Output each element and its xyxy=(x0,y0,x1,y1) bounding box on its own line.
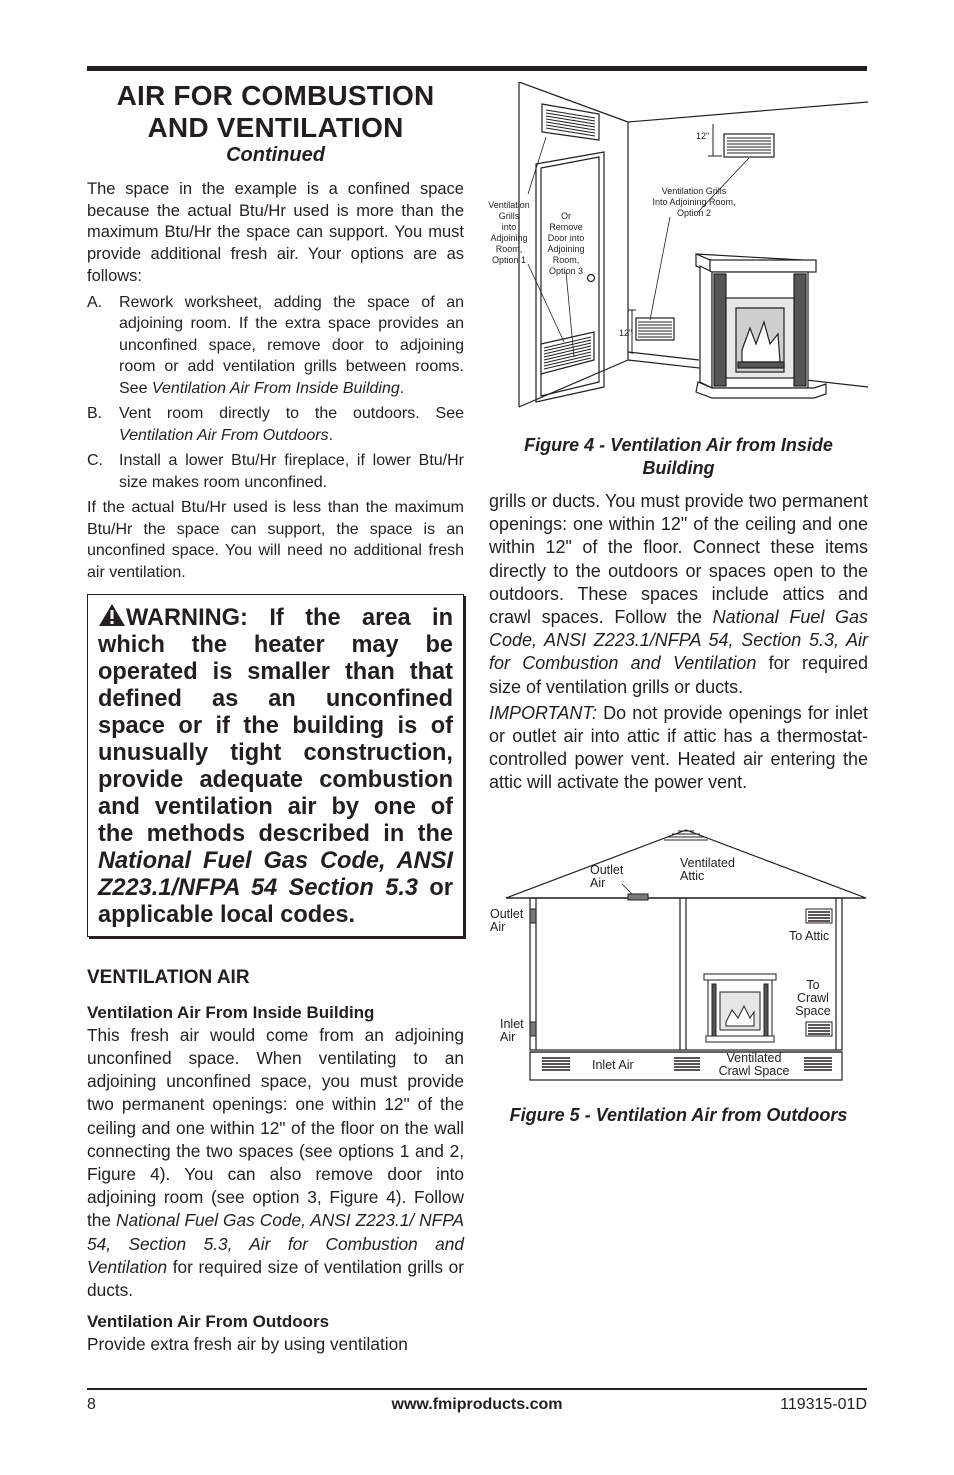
fig5-crawl-vent-left xyxy=(542,1058,570,1070)
inside-text-1: This fresh air would come from an adjoining unconfined space. When ventilating to an adjoining unconfined space, you must provide two permanent openings: one within 12" of the ceiling and one within 12" of the floor on the wall connecting the two spaces (see options 1 and 2, Figure 4). You can also remove door into adjoining room (see option 3, Figure 4). Follow the xyxy=(87,1024,464,1231)
fig4-label-option-2 xyxy=(640,186,748,219)
fig5-attic-outlet-vent xyxy=(628,894,648,900)
fig5-crawl-vent-right xyxy=(804,1058,832,1070)
inside-building-paragraph xyxy=(87,1024,464,1302)
fig5-to-attic-vent xyxy=(806,909,832,923)
option-a-ref: Ventilation Air From Inside Building xyxy=(151,379,400,397)
option-b-label: B. xyxy=(87,405,103,423)
outdoors-continued-paragraph xyxy=(489,490,868,699)
fig4-grill-top-left xyxy=(542,104,599,140)
inlet-wall-line-2: Air xyxy=(500,1030,516,1044)
fig4-grill-top-right xyxy=(724,134,774,157)
fig4-ceiling-right xyxy=(628,102,868,122)
opt3-line-4: Adjoining xyxy=(547,244,585,254)
warning-body: If the area in which the heater may be operated is smaller than that defined as an unconfined space or if the building is of unusually tight construction, provide adequate combustion and ventilation air by one of the methods described in the xyxy=(98,604,453,847)
inside-text-2: for required size of ventilation grills or ducts. xyxy=(87,1256,464,1301)
fig5-label-inlet-air: Inlet Air xyxy=(592,1058,634,1072)
option-a-text xyxy=(119,292,464,400)
option-b-body: Vent room directly to the outdoors. See xyxy=(119,405,464,423)
inlet-wall-line-1: Inlet xyxy=(500,1017,524,1031)
fig4-dim-top-label: 12" xyxy=(696,131,710,141)
to-crawl-line-2: Crawl xyxy=(797,991,829,1005)
para1-text-b: for required size of ventilation grills or ducts. xyxy=(489,653,868,697)
fig5-fireplace xyxy=(704,974,776,1042)
inside-building-heading: Ventilation Air From Inside Building xyxy=(87,1002,375,1022)
fig5-label-outlet-wall xyxy=(490,908,523,934)
ventilated-crawl-line-2: Crawl Space xyxy=(718,1064,790,1078)
outdoors-heading: Ventilation Air From Outdoors xyxy=(87,1312,330,1332)
opt3-line-5: Room, xyxy=(552,255,580,265)
warning-box xyxy=(87,594,464,937)
fig5-label-ventilated-attic xyxy=(680,857,735,883)
title-line-2: AND VENTILATION xyxy=(147,112,404,143)
ventilated-crawl-line-1: Ventilated xyxy=(726,1051,782,1065)
important-lead: IMPORTANT: xyxy=(489,702,597,723)
opt1-line-3: into xyxy=(501,222,517,232)
option-b-text xyxy=(119,403,464,446)
footer-rule xyxy=(87,1388,867,1390)
option-c-text: Install a lower Btu/Hr fireplace, if lower Btu/Hr size makes room unconfined. xyxy=(119,452,464,491)
opt1-line-2: Grills xyxy=(498,211,520,221)
to-crawl-line-3: Space xyxy=(795,1004,831,1018)
option-a xyxy=(87,292,464,400)
fig4-grill-bottom-right xyxy=(636,318,674,340)
left-column xyxy=(87,80,464,1359)
section-heading: VENTILATION AIR xyxy=(87,966,250,988)
para1-ref: National Fuel Gas Code, ANSI Z223.1/NFPA 54, Section 5.3, Air for Combustion and Ventilation xyxy=(489,607,868,674)
inside-ref: National Fuel Gas Code, ANSI Z223.1/ NFPA 54, Section 5.3, Air for Combustion and Ventilation xyxy=(87,1210,464,1277)
fig5-crawl-space xyxy=(530,1052,842,1080)
opt2-line-2: Into Adjoining Room, xyxy=(652,197,736,207)
page-title xyxy=(87,80,464,144)
fig4-floor-left xyxy=(519,360,628,407)
warning-text xyxy=(98,603,453,929)
warning-end: or applicable local codes. xyxy=(98,874,453,928)
option-b xyxy=(87,403,464,446)
fig5-crawl-vent-mid xyxy=(674,1058,700,1070)
opt3-line-6: Option 3 xyxy=(548,266,584,276)
opt3-line-2: Remove xyxy=(549,222,583,232)
fig4-fireplace xyxy=(696,254,826,398)
outlet-wall-line-1: Outlet xyxy=(490,907,524,921)
fig5-wall-inlet xyxy=(530,1022,536,1036)
ventilated-attic-line-2: Attic xyxy=(680,869,705,883)
para1-text-a: grills or ducts. You must provide two permanent openings: one within 12" of the ceiling and one within 12" of the floor. Connect these items directly to the outdoors or spaces open to the outdoors. These spaces include attics and crawl spaces. Follow the xyxy=(489,491,868,628)
fig5-to-crawl-vent xyxy=(806,1022,832,1036)
option-c xyxy=(87,450,464,493)
fig5-label-outlet-attic xyxy=(590,864,623,890)
intro-paragraph: The space in the example is a confined space because the actual Btu/Hr used is more than the maximum Btu/Hr the space can support. You must provide additional fresh air. Your options are as follows: xyxy=(87,180,464,285)
opt3-line-1: Or xyxy=(561,211,571,221)
fig4-baseboard xyxy=(628,352,699,360)
fig4-dim-top xyxy=(708,124,722,156)
opt1-line-4: Adjoining xyxy=(490,233,528,243)
title-line-1: AIR FOR COMBUSTION xyxy=(116,80,435,111)
warning-ref: National Fuel Gas Code, ANSI Z223.1/NFPA 54 Section 5.3 xyxy=(98,847,453,901)
outlet-attic-line-1: Outlet xyxy=(590,863,624,877)
option-a-end: . xyxy=(399,379,405,397)
important-paragraph xyxy=(489,702,868,795)
option-c-label: C. xyxy=(87,452,103,470)
right-column xyxy=(489,434,868,798)
unconfined-paragraph: If the actual Btu/Hr used is less than the maximum Btu/Hr the space can support, the space is an unconfined space. You will need no additional fresh air ventilation. xyxy=(87,499,464,582)
fig5-label-ventilated-crawl xyxy=(714,1052,794,1078)
ventilated-attic-line-1: Ventilated xyxy=(680,856,735,870)
top-rule xyxy=(87,66,867,71)
page-number: 8 xyxy=(87,1396,96,1413)
subtitle: Continued xyxy=(226,144,325,166)
to-crawl-line-1: To xyxy=(806,978,820,992)
fig4-dim-bottom-label: 12" xyxy=(619,328,633,338)
option-a-label: A. xyxy=(87,293,103,311)
opt2-line-3: Option 2 xyxy=(676,208,712,218)
document-number: 119315-01D xyxy=(780,1396,867,1413)
opt3-line-3: Door into xyxy=(547,233,585,243)
outdoors-paragraph: Provide extra fresh air by using ventilation xyxy=(87,1334,408,1355)
figure-4-illustration xyxy=(484,82,868,422)
fig4-label-option-1 xyxy=(482,200,536,266)
fig5-label-inlet-wall xyxy=(500,1018,524,1044)
fig5-wall-outlet xyxy=(530,909,536,923)
outlet-attic-line-2: Air xyxy=(590,876,606,890)
website-link[interactable]: www.fmiproducts.com xyxy=(391,1396,563,1413)
warning-triangle-icon xyxy=(98,603,126,627)
opt1-line-1: Ventilation xyxy=(488,200,530,210)
figure-5-caption: Figure 5 - Ventilation Air from Outdoors xyxy=(509,1105,848,1125)
fig5-label-to-crawl xyxy=(792,979,834,1018)
outlet-wall-line-2: Air xyxy=(490,920,506,934)
fig4-label-option-3 xyxy=(543,211,589,277)
opt2-line-1: Ventilation Grills xyxy=(661,186,727,196)
figure-4-caption: Figure 4 - Ventilation Air from Inside Building xyxy=(524,435,833,478)
opt1-line-5: Room, xyxy=(495,244,523,254)
fig5-label-to-attic: To Attic xyxy=(789,929,830,943)
option-a-body: Rework worksheet, adding the space of an adjoining room. If the extra space provides an unconfined space, remove door to adjoining room or add ventilation grills between rooms. See xyxy=(119,293,464,397)
option-b-ref: Ventilation Air From Outdoors xyxy=(119,426,329,444)
option-b-end: . xyxy=(328,426,334,444)
opt1-line-6: Option 1 xyxy=(491,255,527,265)
warning-lead: WARNING: xyxy=(126,604,270,631)
fig4-grill-door xyxy=(541,332,594,374)
important-text: Do not provide openings for inlet or outlet air into attic if attic has a thermostat-controlled power vent. Heated air entering the attic will activate the power vent. xyxy=(489,702,868,793)
